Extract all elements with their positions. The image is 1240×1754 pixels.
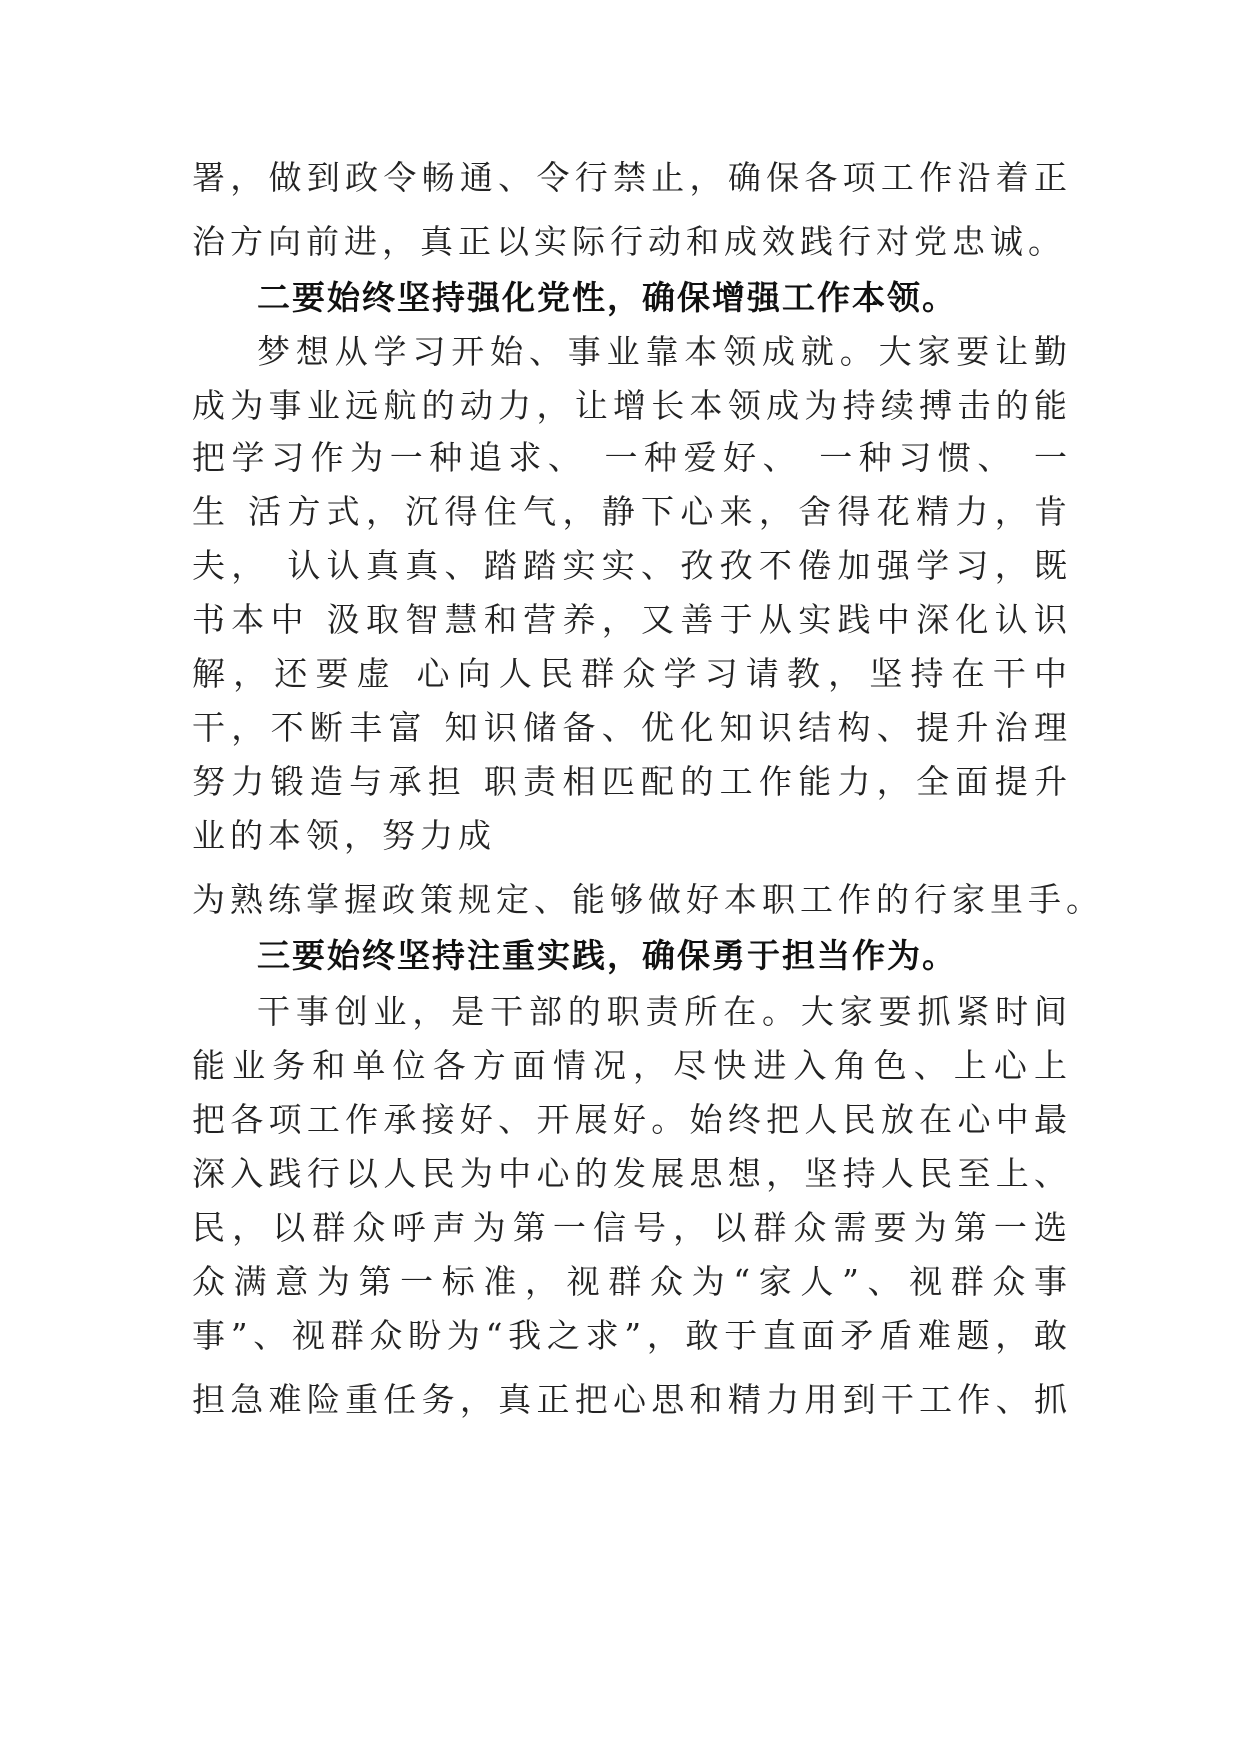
paragraph-line: 解，还要虚 心向人民群众学习请教，坚持在干中	[192, 654, 1072, 693]
paragraph-line: 治方向前进，真正以实际行动和成效践行对党忠诚。	[192, 222, 1066, 261]
paragraph-line: 梦想从学习开始、事业靠本领成就。大家要让勤	[257, 332, 1072, 371]
paragraph-line: 能业务和单位各方面情况，尽快进入角色、上心上	[192, 1046, 1072, 1085]
paragraph-line: 署，做到政令畅通、令行禁止，确保各项工作沿着正	[192, 158, 1072, 197]
paragraph-line: 业的本领，努力成	[192, 816, 496, 855]
section-heading-2: 二要始终坚持强化党性，确保增强工作本领。	[257, 278, 957, 317]
paragraph-line: 众满意为第一标准，视群众为“家人”、视群众事	[192, 1262, 1072, 1301]
paragraph-line: 努力锻造与承担 职责相匹配的工作能力，全面提升	[192, 762, 1072, 801]
paragraph-line: 为熟练掌握政策规定、能够做好本职工作的行家里手。	[192, 880, 1104, 919]
paragraph-line: 干事创业，是干部的职责所在。大家要抓紧时间	[257, 992, 1072, 1031]
paragraph-line: 生 活方式，沉得住气，静下心来，舍得花精力，肯	[192, 492, 1072, 531]
paragraph-line: 干，不断丰富 知识储备、优化知识结构、提升治理	[192, 708, 1072, 747]
paragraph-line: 成为事业远航的动力，让增长本领成为持续搏击的能	[192, 386, 1072, 425]
paragraph-line: 深入践行以人民为中心的发展思想，坚持人民至上、	[192, 1154, 1072, 1193]
section-heading-3: 三要始终坚持注重实践，确保勇于担当作为。	[257, 936, 957, 975]
paragraph-line: 民，以群众呼声为第一信号，以群众需要为第一选	[192, 1208, 1072, 1247]
paragraph-line: 把学习作为一种追求、 一种爱好、 一种习惯、 一	[192, 438, 1072, 477]
paragraph-line: 把各项工作承接好、开展好。始终把人民放在心中最	[192, 1100, 1072, 1139]
paragraph-line: 事”、视群众盼为“我之求”，敢于直面矛盾难题，敢	[192, 1316, 1072, 1355]
paragraph-line: 书本中 汲取智慧和营养，又善于从实践中深化认识	[192, 600, 1072, 639]
paragraph-line: 夫， 认认真真、踏踏实实、孜孜不倦加强学习，既	[192, 546, 1072, 585]
paragraph-line: 担急难险重任务，真正把心思和精力用到干工作、抓	[192, 1380, 1072, 1419]
